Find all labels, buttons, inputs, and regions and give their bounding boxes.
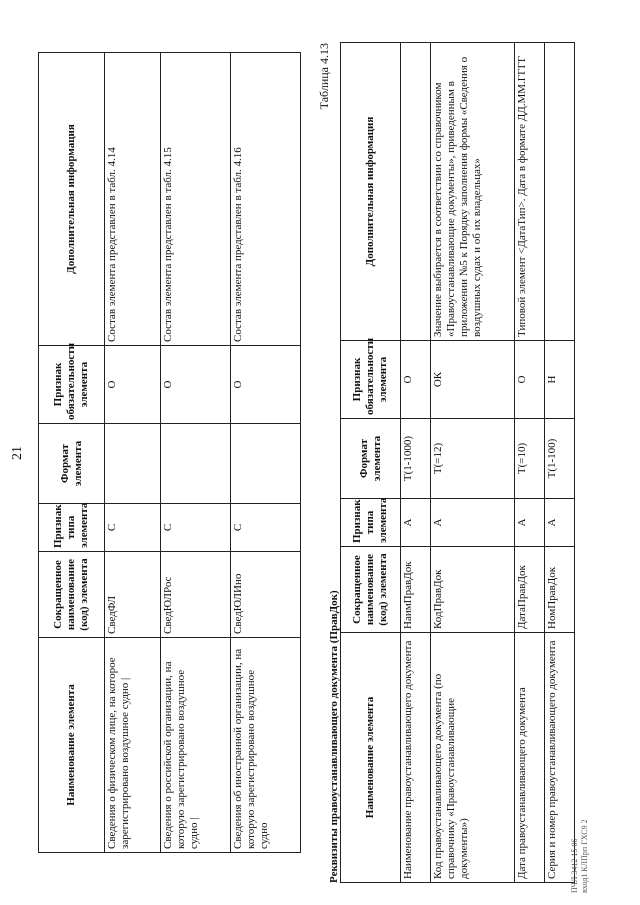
cell-code: КодПравДок: [431, 547, 515, 633]
column-header: Признак типа элемента: [341, 499, 401, 547]
cell-name: Сведения о российской организации, на которую зарегистрировано воздушное судно |: [161, 638, 231, 853]
column-header: Наименование элемента: [39, 638, 105, 853]
cell-code: СведЮЛИно: [231, 552, 301, 638]
column-header: Дополнительная информация: [39, 53, 105, 346]
cell-info: Состав элемента представлен в табл. 4.15: [161, 53, 231, 346]
table-caption: Реквизиты правоустанавливающего документа (ПравДок): [328, 590, 340, 883]
column-header: Формат элемента: [39, 424, 105, 504]
cell-format: Т(=12): [431, 419, 515, 499]
cell-info: [545, 43, 575, 341]
cell-format: [231, 424, 301, 504]
table-row: [545, 43, 575, 883]
column-header: Признак обязательности элемента: [39, 346, 105, 424]
cell-required: ОК: [431, 341, 515, 419]
table-row: [161, 53, 231, 853]
column-header: Сокращенное наименование (код) элемента: [39, 552, 105, 638]
cell-info: Состав элемента представлен в табл. 4.14: [105, 53, 161, 346]
cell-format: Т(1-1000): [401, 419, 431, 499]
cell-name: Сведения о физическом лице, на которое зарегистрировано воздушное судно |: [105, 638, 161, 853]
cell-format: Т(1-100): [545, 419, 575, 499]
cell-code: СведЮЛРос: [161, 552, 231, 638]
page-number: 21: [10, 446, 25, 460]
table-document-details: [340, 42, 575, 883]
stamp-line: ПЧЛ 3412 15 06: [570, 838, 579, 893]
registry-stamp: [570, 819, 589, 893]
cell-format: Т(=10): [515, 419, 545, 499]
cell-type: А: [515, 499, 545, 547]
cell-required: Н: [545, 341, 575, 419]
cell-type: С: [231, 504, 301, 552]
column-header: Дополнительная информация: [341, 43, 401, 341]
cell-type: А: [401, 499, 431, 547]
cell-type: А: [545, 499, 575, 547]
cell-name: Код правоустанавливающего документа (по справочнику «Правоустанавливающие документы»): [431, 633, 515, 883]
cell-name: Наименование правоустанавливающего документа: [401, 633, 431, 883]
stamp-line: вход1 КЛПрп ГХС9 2: [579, 819, 589, 893]
table-elements: [38, 52, 301, 853]
cell-required: О: [401, 341, 431, 419]
column-header: Формат элемента: [341, 419, 401, 499]
table-number: Таблица 4.13: [317, 43, 331, 110]
cell-info: Состав элемента представлен в табл. 4.16: [231, 53, 301, 346]
cell-name: Дата правоустанавливающего документа: [515, 633, 545, 883]
cell-name: Серия и номер правоустанавливающего документа: [545, 633, 575, 883]
cell-code: ДатаПравДок: [515, 547, 545, 633]
cell-info: Типовой элемент <ДатаТип>. Дата в формате ДД.ММ.ГГГГ: [515, 43, 545, 341]
cell-info: [401, 43, 431, 341]
cell-format: [161, 424, 231, 504]
table-row: [401, 43, 431, 883]
column-header: Признак типа элемента: [39, 504, 105, 552]
table-row: [431, 43, 515, 883]
cell-code: НаимПравДок: [401, 547, 431, 633]
cell-code: СведФЛ: [105, 552, 161, 638]
column-header: Признак обязательности элемента: [341, 341, 401, 419]
cell-type: А: [431, 499, 515, 547]
table-row: [515, 43, 545, 883]
cell-required: О: [515, 341, 545, 419]
cell-required: О: [161, 346, 231, 424]
cell-type: С: [161, 504, 231, 552]
cell-info: Значение выбирается в соответствии со справочником «Правоустанавливающие документы», приведенным в приложении №5 к Порядку заполнения формы «Сведения о воздушных судах и об их владельцах»: [431, 43, 515, 341]
table-row: [105, 53, 161, 853]
rotated-page: [10, 13, 630, 893]
cell-format: [105, 424, 161, 504]
column-header: Наименование элемента: [341, 633, 401, 883]
cell-required: О: [231, 346, 301, 424]
cell-name: Сведения об иностранной организации, на которую зарегистрировано воздушное судно: [231, 638, 301, 853]
column-header: Сокращенное наименование (код) элемента: [341, 547, 401, 633]
cell-required: О: [105, 346, 161, 424]
table-row: [231, 53, 301, 853]
cell-type: С: [105, 504, 161, 552]
cell-code: НомПравДок: [545, 547, 575, 633]
